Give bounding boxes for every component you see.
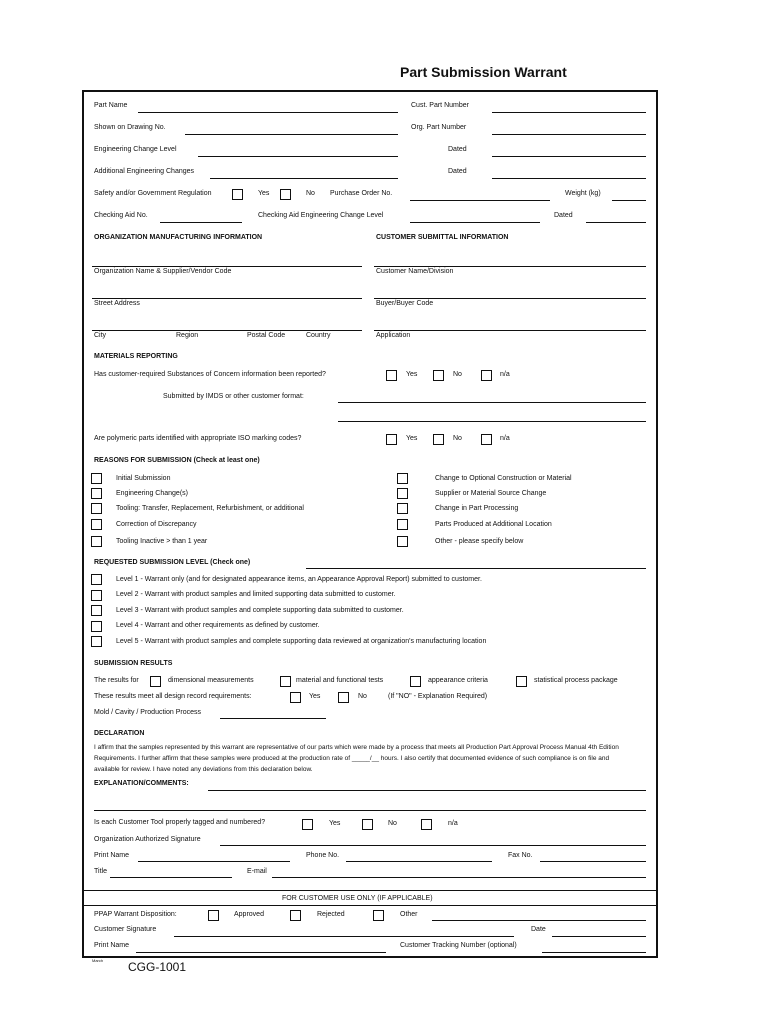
- level-item: Level 1 - Warrant only (and for designated appearance items, an Appearance Approval Report) submitted to customer.: [116, 576, 482, 583]
- customer-signature-field[interactable]: [174, 936, 514, 937]
- customer-print-name-field[interactable]: [136, 952, 386, 953]
- label-if-no: (If "NO" - Explanation Required): [388, 693, 488, 700]
- dimensional-checkbox[interactable]: [150, 676, 161, 687]
- fax-field[interactable]: [540, 861, 646, 862]
- reason-right-item: Other - please specify below: [435, 538, 524, 545]
- materials-header: MATERIALS REPORTING: [94, 353, 178, 360]
- label-title: Title: [94, 868, 107, 875]
- level-checkbox[interactable]: [91, 621, 102, 632]
- level-item: Level 5 - Warrant with product samples and complete supporting data reviewed at organization's manufacturing location: [116, 638, 487, 645]
- label-email: E-mail: [247, 868, 267, 875]
- label-dated-1: Dated: [448, 146, 467, 153]
- org-info-header: ORGANIZATION MANUFACTURING INFORMATION: [94, 234, 263, 241]
- levels-line: [306, 568, 646, 569]
- label-tracking: Customer Tracking Number (optional): [400, 942, 517, 949]
- label-safety-no: No: [306, 190, 315, 197]
- label-disposition: PPAP Warrant Disposition:: [94, 911, 177, 918]
- customer-use-header: FOR CUSTOMER USE ONLY (IF APPLICABLE): [282, 895, 433, 902]
- label-checking-aid-no: Checking Aid No.: [94, 212, 148, 219]
- declaration-header: DECLARATION: [94, 730, 145, 737]
- reason-left-checkbox[interactable]: [91, 488, 102, 499]
- approved-checkbox[interactable]: [208, 910, 219, 921]
- materials-q1-na-checkbox[interactable]: [481, 370, 492, 381]
- mold-field[interactable]: [220, 718, 326, 719]
- dated-field-1[interactable]: [492, 156, 646, 157]
- label-materials-q2-yes: Yes: [406, 435, 418, 442]
- application-field[interactable]: [374, 330, 646, 331]
- purchase-order-field[interactable]: [410, 200, 550, 201]
- label-shown-on-drawing: Shown on Drawing No.: [94, 124, 166, 131]
- results-header: SUBMISSION RESULTS: [94, 660, 173, 667]
- label-mold: Mold / Cavity / Production Process: [94, 709, 201, 716]
- reason-right-checkbox[interactable]: [397, 536, 408, 547]
- label-eng-change-level: Engineering Change Level: [94, 146, 177, 153]
- label-application: Application: [376, 332, 411, 339]
- dated-field-2[interactable]: [492, 178, 646, 179]
- label-rejected: Rejected: [317, 911, 345, 918]
- eng-change-level-field[interactable]: [198, 156, 398, 157]
- reason-right-item: Change in Part Processing: [435, 505, 519, 512]
- material-tests-checkbox[interactable]: [280, 676, 291, 687]
- label-results-no: No: [358, 693, 367, 700]
- other-field[interactable]: [432, 920, 646, 921]
- customer-section-divider: [83, 890, 657, 891]
- city-region-field[interactable]: [92, 330, 362, 331]
- org-name-field[interactable]: [92, 266, 362, 267]
- customer-info-header: CUSTOMER SUBMITTAL INFORMATION: [376, 234, 509, 241]
- safety-no-checkbox[interactable]: [280, 189, 291, 200]
- level-checkbox[interactable]: [91, 590, 102, 601]
- print-name-field[interactable]: [138, 861, 290, 862]
- label-org-part-number: Org. Part Number: [411, 124, 467, 131]
- label-dated-2: Dated: [448, 168, 467, 175]
- label-street-address: Street Address: [94, 300, 140, 307]
- label-spc: statistical process package: [534, 677, 618, 684]
- checking-aid-no-field[interactable]: [160, 222, 242, 223]
- reason-right-checkbox[interactable]: [397, 503, 408, 514]
- materials-q2-yes-checkbox[interactable]: [386, 434, 397, 445]
- label-print-name: Print Name: [94, 852, 130, 859]
- level-item: Level 3 - Warrant with product samples and complete supporting data submitted to customer.: [116, 607, 404, 614]
- label-results-meet: These results meet all design record requirements:: [94, 693, 252, 700]
- tracking-field[interactable]: [542, 952, 646, 953]
- materials-q1: Has customer-required Substances of Concern information been reported?: [94, 371, 326, 378]
- label-other: Other: [400, 911, 418, 918]
- label-material-tests: material and functional tests: [296, 677, 384, 684]
- date-field[interactable]: [552, 936, 646, 937]
- label-org-name-code: Organization Name & Supplier/Vendor Code: [94, 268, 232, 275]
- label-materials-q2-no: No: [453, 435, 462, 442]
- label-purchase-order: Purchase Order No.: [330, 190, 393, 197]
- spc-checkbox[interactable]: [516, 676, 527, 687]
- part-name-field[interactable]: [138, 112, 398, 113]
- levels-header: REQUESTED SUBMISSION LEVEL (Check one): [94, 559, 251, 566]
- label-cust-part-number: Cust. Part Number: [411, 102, 469, 109]
- label-phone: Phone No.: [306, 852, 340, 859]
- tool-yes-checkbox[interactable]: [302, 819, 313, 830]
- customer-header-divider: [83, 905, 657, 906]
- reason-left-item: Initial Submission: [116, 475, 171, 482]
- reason-left-checkbox[interactable]: [91, 536, 102, 547]
- label-additional-eng-changes: Additional Engineering Changes: [94, 168, 195, 175]
- submitted-by-field-1[interactable]: [338, 402, 646, 403]
- label-weight: Weight (kg): [565, 190, 601, 197]
- label-city: City: [94, 332, 107, 339]
- phone-field[interactable]: [346, 861, 492, 862]
- label-region: Region: [176, 332, 199, 339]
- label-results-yes: Yes: [309, 693, 321, 700]
- page-title: Part Submission Warrant: [400, 64, 567, 80]
- rejected-checkbox[interactable]: [290, 910, 301, 921]
- reason-left-checkbox[interactable]: [91, 503, 102, 514]
- submitted-by-field-2[interactable]: [338, 421, 646, 422]
- label-appearance: appearance criteria: [428, 677, 488, 684]
- results-yes-checkbox[interactable]: [290, 692, 301, 703]
- materials-q1-no-checkbox[interactable]: [433, 370, 444, 381]
- label-dated-3: Dated: [554, 212, 573, 219]
- weight-field[interactable]: [612, 200, 646, 201]
- cust-part-number-field[interactable]: [492, 112, 646, 113]
- explanation-field-1[interactable]: [208, 790, 646, 791]
- label-materials-q1-na: n/a: [500, 371, 510, 378]
- explanation-field-2[interactable]: [94, 810, 646, 811]
- dated-field-3[interactable]: [586, 222, 646, 223]
- label-materials-q1-no: No: [453, 371, 462, 378]
- label-results-for: The results for: [94, 677, 139, 684]
- label-postal-code: Postal Code: [247, 332, 286, 339]
- reason-left-item: Correction of Discrepancy: [116, 521, 197, 528]
- label-part-name: Part Name: [94, 102, 128, 109]
- label-customer-name: Customer Name/Division: [376, 268, 454, 275]
- label-safety-regulation: Safety and/or Government Regulation: [94, 190, 212, 197]
- label-date: Date: [531, 926, 546, 933]
- safety-yes-checkbox[interactable]: [232, 189, 243, 200]
- level-checkbox[interactable]: [91, 605, 102, 616]
- level-checkbox[interactable]: [91, 636, 102, 647]
- tool-na-checkbox[interactable]: [421, 819, 432, 830]
- footer-code: CGG-1001: [128, 960, 187, 974]
- materials-q2: Are polymeric parts identified with appropriate ISO marking codes?: [94, 435, 302, 442]
- declaration-text: I affirm that the samples represented by this warrant are representative of our parts which were made by a process that meets all Production Part Approval Process Manual 4th Edition Requirements. I further affirm that these samples were produced at the production rate of _____/__ hours. I also certify that documented evidence of such compliance is on file and available for review. I have noted any deviations from this declaration below.: [94, 744, 619, 773]
- reason-right-item: Parts Produced at Additional Location: [435, 521, 552, 528]
- materials-q2-na-checkbox[interactable]: [481, 434, 492, 445]
- org-signature-field[interactable]: [220, 845, 646, 846]
- label-fax: Fax No.: [508, 852, 533, 859]
- label-customer-signature: Customer Signature: [94, 926, 157, 933]
- reason-right-checkbox[interactable]: [397, 519, 408, 530]
- checking-aid-eng-level-field[interactable]: [410, 222, 540, 223]
- reason-right-checkbox[interactable]: [397, 473, 408, 484]
- reason-right-item: Supplier or Material Source Change: [435, 490, 547, 497]
- reason-left-checkbox[interactable]: [91, 519, 102, 530]
- org-part-number-field[interactable]: [492, 134, 646, 135]
- tool-question: Is each Customer Tool properly tagged and numbered?: [94, 819, 266, 826]
- customer-name-field[interactable]: [374, 266, 646, 267]
- results-no-checkbox[interactable]: [338, 692, 349, 703]
- level-item: Level 2 - Warrant with product samples and limited supporting data submitted to customer.: [116, 591, 396, 598]
- reason-right-checkbox[interactable]: [397, 488, 408, 499]
- additional-eng-changes-field[interactable]: [210, 178, 398, 179]
- label-tool-yes: Yes: [329, 820, 341, 827]
- reason-left-item: Engineering Change(s): [116, 490, 188, 497]
- tool-no-checkbox[interactable]: [362, 819, 373, 830]
- title-field[interactable]: [110, 877, 232, 878]
- drawing-no-field[interactable]: [185, 134, 398, 135]
- label-customer-print-name: Print Name: [94, 942, 130, 949]
- explanation-label: EXPLANATION/COMMENTS:: [94, 780, 189, 787]
- label-materials-q1-yes: Yes: [406, 371, 418, 378]
- buyer-code-field[interactable]: [374, 298, 646, 299]
- reason-left-checkbox[interactable]: [91, 473, 102, 484]
- materials-q2-no-checkbox[interactable]: [433, 434, 444, 445]
- street-address-field[interactable]: [92, 298, 362, 299]
- email-field[interactable]: [272, 877, 646, 878]
- label-checking-aid-eng-level: Checking Aid Engineering Change Level: [258, 212, 384, 219]
- label-submitted-by: Submitted by IMDS or other customer format:: [163, 393, 304, 400]
- reason-right-item: Change to Optional Construction or Material: [435, 475, 572, 482]
- appearance-checkbox[interactable]: [410, 676, 421, 687]
- label-safety-yes: Yes: [258, 190, 270, 197]
- label-country: Country: [306, 332, 331, 339]
- materials-q1-yes-checkbox[interactable]: [386, 370, 397, 381]
- label-tool-no: No: [388, 820, 397, 827]
- label-buyer-code: Buyer/Buyer Code: [376, 300, 434, 307]
- level-checkbox[interactable]: [91, 574, 102, 585]
- label-dimensional: dimensional measurements: [168, 677, 254, 684]
- footer-small-text: March: [92, 958, 104, 963]
- label-org-signature: Organization Authorized Signature: [94, 836, 201, 843]
- label-materials-q2-na: n/a: [500, 435, 510, 442]
- reason-left-item: Tooling Inactive > than 1 year: [116, 538, 208, 545]
- other-checkbox[interactable]: [373, 910, 384, 921]
- reasons-header: REASONS FOR SUBMISSION (Check at least one): [94, 457, 260, 464]
- level-item: Level 4 - Warrant and other requirements as defined by customer.: [116, 622, 320, 629]
- reason-left-item: Tooling: Transfer, Replacement, Refurbishment, or additional: [116, 505, 304, 512]
- label-tool-na: n/a: [448, 820, 458, 827]
- label-approved: Approved: [234, 911, 264, 918]
